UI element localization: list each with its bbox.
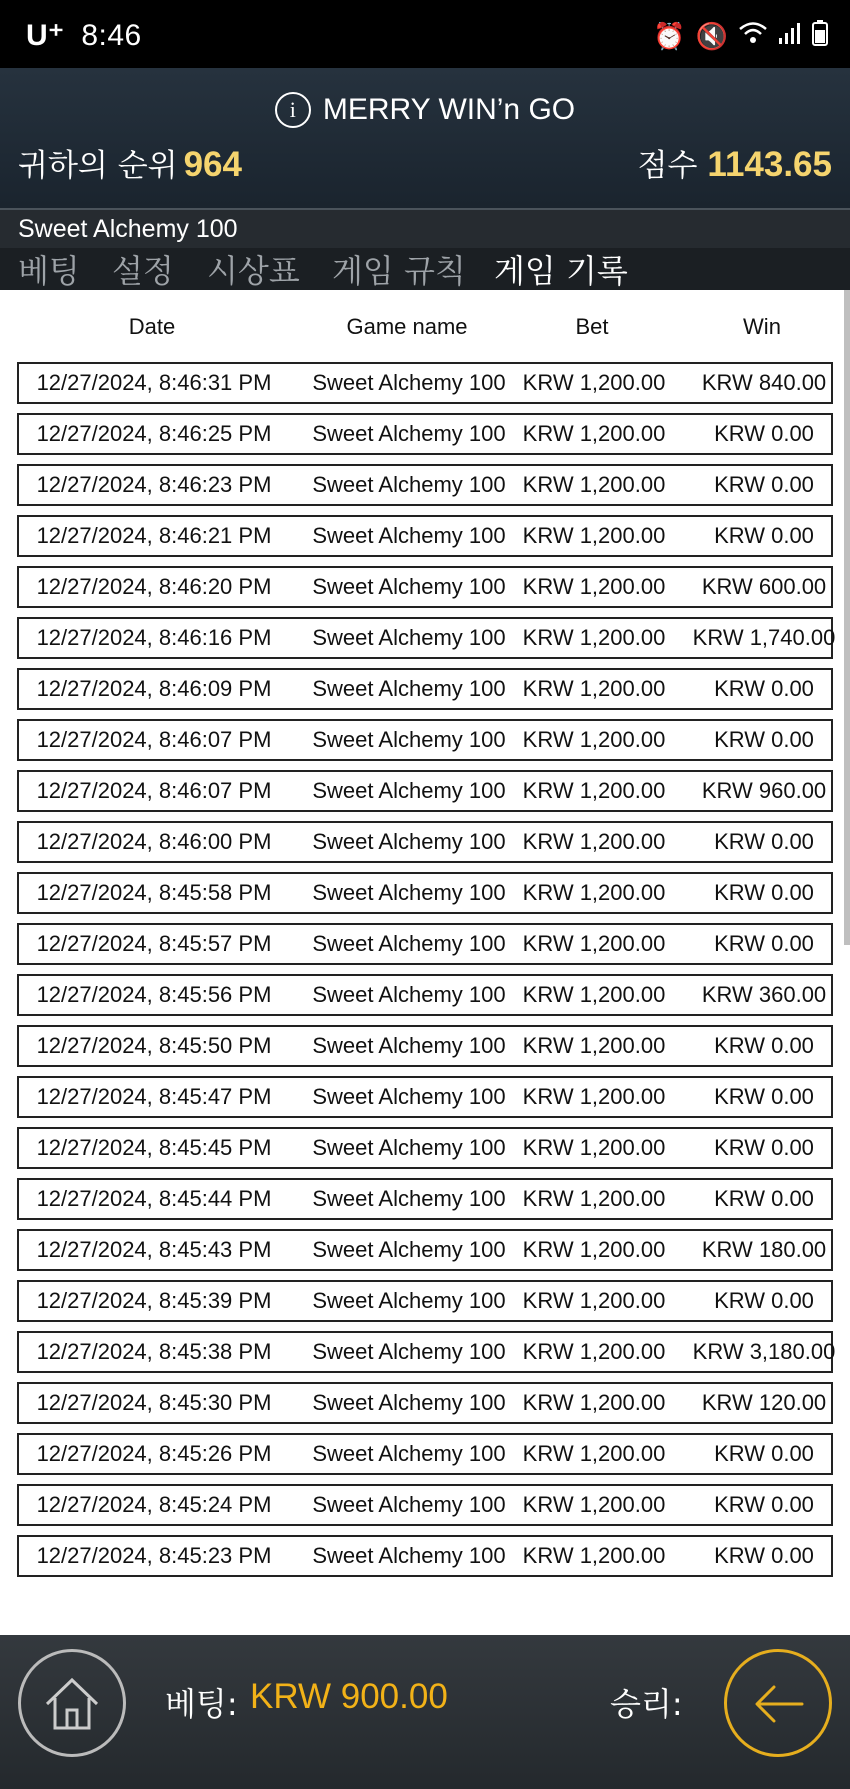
row-bet: KRW 1,200.00 bbox=[522, 421, 666, 446]
promo-banner[interactable] bbox=[0, 92, 850, 128]
row-game-name: Sweet Alchemy 100 bbox=[312, 625, 506, 650]
carrier-label: U⁺ bbox=[26, 19, 65, 52]
header-date: Date bbox=[128, 314, 176, 339]
header-bet: Bet bbox=[575, 314, 609, 339]
row-win: KRW 0.00 bbox=[714, 1135, 814, 1160]
row-game-name: Sweet Alchemy 100 bbox=[312, 1135, 506, 1160]
row-win: KRW 3,180.00 bbox=[692, 1339, 836, 1364]
row-bet: KRW 1,200.00 bbox=[522, 676, 666, 701]
battery-icon bbox=[812, 20, 828, 53]
row-bet: KRW 1,200.00 bbox=[522, 1135, 666, 1160]
clock: 8:46 bbox=[81, 19, 142, 52]
header-game-name: Game name bbox=[346, 314, 468, 339]
table-row[interactable] bbox=[17, 1025, 833, 1067]
row-game-name: Sweet Alchemy 100 bbox=[312, 472, 506, 497]
mute-icon: 🔇 bbox=[695, 21, 728, 52]
back-button[interactable] bbox=[724, 1649, 832, 1757]
row-bet: KRW 1,200.00 bbox=[522, 727, 666, 752]
row-game-name: Sweet Alchemy 100 bbox=[312, 829, 506, 854]
bet-value: KRW 900.00 bbox=[250, 1677, 448, 1716]
status-bar bbox=[0, 0, 850, 68]
table-row[interactable] bbox=[17, 1382, 833, 1424]
bet-label: 베팅: bbox=[165, 1685, 238, 1723]
row-game-name: Sweet Alchemy 100 bbox=[312, 778, 506, 803]
info-icon[interactable]: i bbox=[275, 92, 311, 128]
row-win: KRW 0.00 bbox=[714, 1186, 814, 1211]
table-header bbox=[0, 314, 850, 350]
row-game-name: Sweet Alchemy 100 bbox=[312, 1186, 506, 1211]
row-game-name: Sweet Alchemy 100 bbox=[312, 1543, 506, 1568]
row-date: 12/27/2024, 8:46:20 PM bbox=[36, 574, 272, 599]
row-game-name: Sweet Alchemy 100 bbox=[312, 1288, 506, 1313]
row-game-name: Sweet Alchemy 100 bbox=[312, 370, 506, 395]
rank-value: 964 bbox=[183, 145, 242, 184]
row-date: 12/27/2024, 8:45:47 PM bbox=[36, 1084, 272, 1109]
row-win: KRW 600.00 bbox=[701, 574, 827, 599]
row-win: KRW 0.00 bbox=[714, 472, 814, 497]
row-bet: KRW 1,200.00 bbox=[522, 880, 666, 905]
bottom-bar bbox=[0, 1635, 850, 1789]
row-date: 12/27/2024, 8:46:25 PM bbox=[36, 421, 272, 446]
row-bet: KRW 1,200.00 bbox=[522, 1543, 666, 1568]
row-bet: KRW 1,200.00 bbox=[522, 1186, 666, 1211]
row-bet: KRW 1,200.00 bbox=[522, 523, 666, 548]
row-win: KRW 0.00 bbox=[714, 1033, 814, 1058]
scrollbar[interactable] bbox=[844, 290, 850, 945]
signal-icon bbox=[778, 21, 802, 52]
back-arrow-icon bbox=[750, 1677, 808, 1731]
game-title: Sweet Alchemy 100 bbox=[0, 210, 850, 248]
row-win: KRW 0.00 bbox=[714, 1084, 814, 1109]
row-date: 12/27/2024, 8:45:26 PM bbox=[36, 1441, 272, 1466]
row-date: 12/27/2024, 8:45:38 PM bbox=[36, 1339, 272, 1364]
row-game-name: Sweet Alchemy 100 bbox=[312, 1492, 506, 1517]
row-win: KRW 840.00 bbox=[701, 370, 827, 395]
row-game-name: Sweet Alchemy 100 bbox=[312, 1441, 506, 1466]
table-row[interactable] bbox=[17, 1331, 836, 1373]
row-win: KRW 0.00 bbox=[714, 1441, 814, 1466]
tournament-header bbox=[0, 68, 850, 210]
home-icon bbox=[39, 1670, 105, 1736]
row-bet: KRW 1,200.00 bbox=[522, 472, 666, 497]
row-bet: KRW 1,200.00 bbox=[522, 778, 666, 803]
row-game-name: Sweet Alchemy 100 bbox=[312, 676, 506, 701]
row-bet: KRW 1,200.00 bbox=[522, 829, 666, 854]
table-row[interactable] bbox=[17, 1280, 833, 1322]
row-date: 12/27/2024, 8:46:00 PM bbox=[36, 829, 272, 854]
alarm-icon: ⏰ bbox=[653, 21, 686, 52]
tab-game-history[interactable]: 게임 기록 bbox=[494, 246, 628, 298]
row-win: KRW 0.00 bbox=[714, 880, 814, 905]
score-value: 1143.65 bbox=[707, 145, 832, 184]
table-row[interactable] bbox=[17, 1178, 833, 1220]
tab-betting[interactable]: 베팅 bbox=[18, 252, 80, 290]
row-date: 12/27/2024, 8:46:16 PM bbox=[36, 625, 272, 650]
row-game-name: Sweet Alchemy 100 bbox=[312, 1033, 506, 1058]
table-row[interactable] bbox=[17, 566, 833, 608]
row-date: 12/27/2024, 8:45:50 PM bbox=[36, 1033, 272, 1058]
row-win: KRW 0.00 bbox=[714, 931, 814, 956]
row-date: 12/27/2024, 8:46:31 PM bbox=[36, 370, 272, 395]
row-game-name: Sweet Alchemy 100 bbox=[312, 1339, 506, 1364]
row-bet: KRW 1,200.00 bbox=[522, 574, 666, 599]
row-date: 12/27/2024, 8:46:09 PM bbox=[36, 676, 272, 701]
row-win: KRW 0.00 bbox=[714, 1288, 814, 1313]
row-game-name: Sweet Alchemy 100 bbox=[312, 1084, 506, 1109]
tab-bar bbox=[0, 248, 850, 290]
row-bet: KRW 1,200.00 bbox=[522, 625, 666, 650]
tab-game-rules[interactable]: 게임 규칙 bbox=[332, 252, 466, 290]
row-date: 12/27/2024, 8:45:30 PM bbox=[36, 1390, 272, 1415]
table-row[interactable] bbox=[17, 974, 833, 1016]
header-win: Win bbox=[743, 314, 781, 339]
row-game-name: Sweet Alchemy 100 bbox=[312, 421, 506, 446]
home-button[interactable] bbox=[18, 1649, 126, 1757]
row-date: 12/27/2024, 8:46:23 PM bbox=[36, 472, 272, 497]
row-date: 12/27/2024, 8:45:43 PM bbox=[36, 1237, 272, 1262]
table-row[interactable] bbox=[17, 362, 833, 404]
row-win: KRW 120.00 bbox=[701, 1390, 827, 1415]
row-game-name: Sweet Alchemy 100 bbox=[312, 1390, 506, 1415]
row-win: KRW 0.00 bbox=[714, 1543, 814, 1568]
table-row[interactable] bbox=[17, 1433, 833, 1475]
row-bet: KRW 1,200.00 bbox=[522, 982, 666, 1007]
status-icons bbox=[653, 20, 828, 53]
row-game-name: Sweet Alchemy 100 bbox=[312, 931, 506, 956]
rank-label: 귀하의 순위 bbox=[18, 148, 178, 184]
table-row[interactable] bbox=[17, 515, 833, 557]
row-win: KRW 180.00 bbox=[701, 1237, 827, 1262]
table-row[interactable] bbox=[17, 617, 836, 659]
row-game-name: Sweet Alchemy 100 bbox=[312, 880, 506, 905]
status-left bbox=[26, 18, 142, 53]
table-row[interactable] bbox=[17, 821, 833, 863]
win-label: 승리: bbox=[610, 1685, 683, 1723]
row-bet: KRW 1,200.00 bbox=[522, 1288, 666, 1313]
row-win: KRW 0.00 bbox=[714, 523, 814, 548]
row-date: 12/27/2024, 8:45:23 PM bbox=[36, 1543, 272, 1568]
table-row[interactable] bbox=[17, 668, 833, 710]
tab-paytable[interactable]: 시상표 bbox=[207, 252, 300, 290]
row-win: KRW 0.00 bbox=[714, 676, 814, 701]
rank-display bbox=[18, 140, 242, 185]
table-row[interactable] bbox=[17, 1127, 833, 1169]
table-row[interactable] bbox=[17, 923, 833, 965]
row-win: KRW 0.00 bbox=[714, 829, 814, 854]
row-bet: KRW 1,200.00 bbox=[522, 370, 666, 395]
row-date: 12/27/2024, 8:45:58 PM bbox=[36, 880, 272, 905]
row-game-name: Sweet Alchemy 100 bbox=[312, 982, 506, 1007]
row-win: KRW 1,740.00 bbox=[692, 625, 836, 650]
row-bet: KRW 1,200.00 bbox=[522, 1339, 666, 1364]
row-win: KRW 0.00 bbox=[714, 1492, 814, 1517]
row-game-name: Sweet Alchemy 100 bbox=[312, 574, 506, 599]
row-date: 12/27/2024, 8:45:24 PM bbox=[36, 1492, 272, 1517]
row-bet: KRW 1,200.00 bbox=[522, 1084, 666, 1109]
row-date: 12/27/2024, 8:46:07 PM bbox=[36, 778, 272, 803]
table-row[interactable] bbox=[17, 1229, 833, 1271]
row-bet: KRW 1,200.00 bbox=[522, 1237, 666, 1262]
history-table bbox=[0, 290, 850, 1635]
row-date: 12/27/2024, 8:45:44 PM bbox=[36, 1186, 272, 1211]
table-row[interactable] bbox=[17, 464, 833, 506]
table-row[interactable] bbox=[17, 1076, 833, 1118]
row-win: KRW 960.00 bbox=[701, 778, 827, 803]
row-game-name: Sweet Alchemy 100 bbox=[312, 727, 506, 752]
score-label: 점수 bbox=[637, 148, 698, 184]
row-game-name: Sweet Alchemy 100 bbox=[312, 1237, 506, 1262]
row-bet: KRW 1,200.00 bbox=[522, 1441, 666, 1466]
score-display bbox=[638, 140, 833, 185]
row-bet: KRW 1,200.00 bbox=[522, 931, 666, 956]
table-body bbox=[17, 362, 836, 1586]
row-bet: KRW 1,200.00 bbox=[522, 1390, 666, 1415]
row-bet: KRW 1,200.00 bbox=[522, 1492, 666, 1517]
row-bet: KRW 1,200.00 bbox=[522, 1033, 666, 1058]
row-date: 12/27/2024, 8:45:56 PM bbox=[36, 982, 272, 1007]
row-game-name: Sweet Alchemy 100 bbox=[312, 523, 506, 548]
table-row[interactable] bbox=[17, 770, 833, 812]
row-date: 12/27/2024, 8:46:21 PM bbox=[36, 523, 272, 548]
table-row[interactable] bbox=[17, 872, 833, 914]
row-win: KRW 0.00 bbox=[714, 421, 814, 446]
row-date: 12/27/2024, 8:45:45 PM bbox=[36, 1135, 272, 1160]
row-date: 12/27/2024, 8:46:07 PM bbox=[36, 727, 272, 752]
row-date: 12/27/2024, 8:45:39 PM bbox=[36, 1288, 272, 1313]
promo-title: MERRY WIN’n GO bbox=[322, 93, 576, 127]
table-row[interactable] bbox=[17, 719, 833, 761]
table-row[interactable] bbox=[17, 1535, 833, 1577]
tab-settings[interactable]: 설정 bbox=[112, 252, 174, 290]
table-row[interactable] bbox=[17, 413, 833, 455]
row-win: KRW 0.00 bbox=[714, 727, 814, 752]
row-win: KRW 360.00 bbox=[701, 982, 827, 1007]
wifi-icon bbox=[738, 21, 768, 52]
table-row[interactable] bbox=[17, 1484, 833, 1526]
row-date: 12/27/2024, 8:45:57 PM bbox=[36, 931, 272, 956]
